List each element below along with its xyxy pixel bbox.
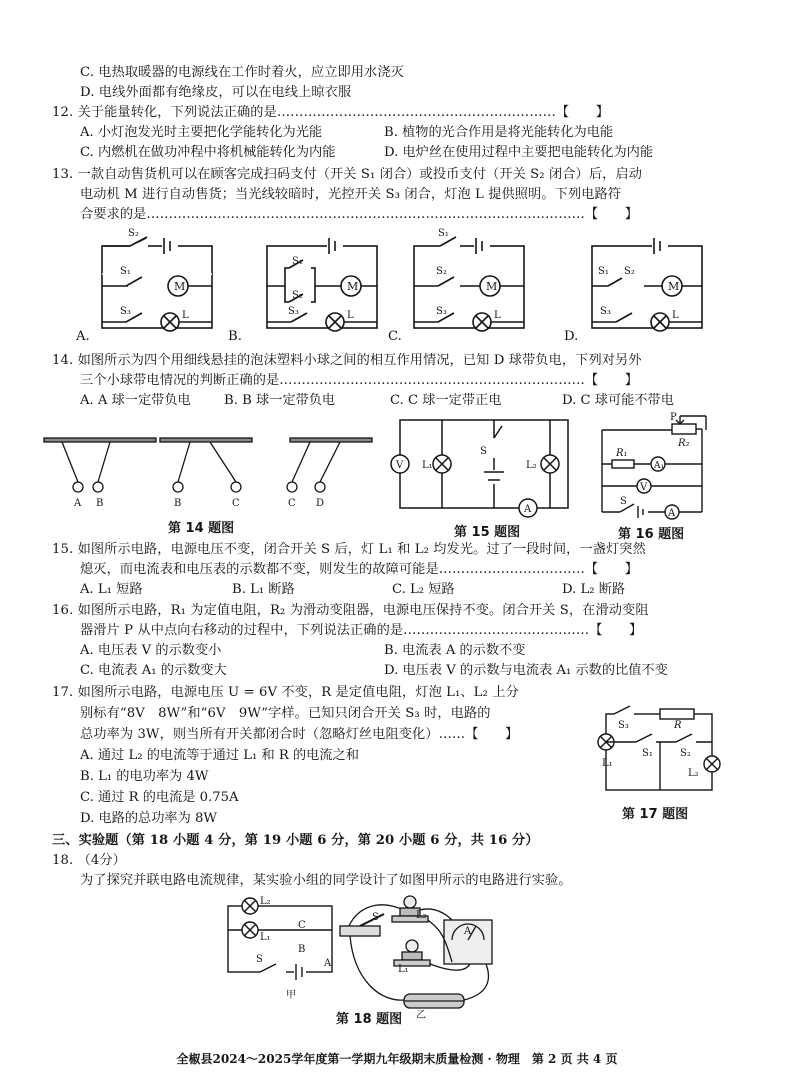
q17-stem-3: 总功率为 3W，则当所有开关都闭合时（忽略灯丝电阻变化）……【 】 xyxy=(80,727,519,742)
page-footer: 全椒县2024～2025学年度第一学期九年级期末质量检测 · 物理 第 2 页 共 4 页 xyxy=(176,1052,618,1066)
fig15-caption: 第 15 题图 xyxy=(454,525,521,540)
q15-option-c: C. L₂ 短路 xyxy=(392,582,455,597)
svg-text:S₂: S₂ xyxy=(680,748,691,759)
q16-circuit-figure xyxy=(594,408,714,520)
q14-option-a: A. A 球一定带负电 xyxy=(80,393,191,408)
q11-option-d: D. 电线外面都有绝缘皮，可以在电线上晾衣服 xyxy=(80,85,352,100)
svg-text:M: M xyxy=(486,280,498,293)
svg-text:L₁: L₁ xyxy=(422,460,433,471)
svg-text:S: S xyxy=(256,954,263,965)
q16-stem-1: 16. 如图所示电路，R₁ 为定值电阻，R₂ 为滑动变阻器，电源电压保持不变。闭合开关 S，在滑动变阻 xyxy=(52,603,649,618)
fig14-caption: 第 14 题图 xyxy=(168,521,235,536)
svg-text:L: L xyxy=(347,310,354,321)
svg-text:S₁: S₁ xyxy=(642,748,653,759)
ball-b-label: B xyxy=(96,498,104,509)
svg-text:M: M xyxy=(347,280,359,293)
q15-option-a: A. L₁ 短路 xyxy=(80,582,143,597)
svg-text:S: S xyxy=(480,446,487,457)
svg-text:A: A xyxy=(524,504,532,515)
q13-label-b: B. xyxy=(228,329,242,344)
q14-stem-1: 14. 如图所示为四个用细线悬挂的泡沫塑料小球之间的相互作用情况，已知 D 球带负电，下列对另外 xyxy=(52,353,642,368)
svg-text:S₂: S₂ xyxy=(436,266,447,277)
svg-text:L₁: L₁ xyxy=(602,758,613,769)
ball-d-label: D xyxy=(316,498,325,509)
q12-option-c: C. 内燃机在做功冲程中将机械能转化为内能 xyxy=(80,145,336,160)
circuit-c xyxy=(414,237,524,331)
svg-text:L₂: L₂ xyxy=(416,910,427,921)
svg-text:S₁: S₁ xyxy=(292,256,303,267)
svg-text:S: S xyxy=(372,912,379,923)
q18-circuit-jia xyxy=(228,898,332,980)
q16-option-d: D. 电压表 V 的示数与电流表 A₁ 示数的比值不变 xyxy=(384,663,668,678)
q13-label-a: A. xyxy=(76,329,90,344)
svg-text:V: V xyxy=(640,482,648,493)
svg-text:L: L xyxy=(182,310,189,321)
svg-text:M: M xyxy=(174,280,186,293)
q12-option-d: D. 电炉丝在使用过程中主要把电能转化为内能 xyxy=(384,145,654,160)
svg-text:A: A xyxy=(324,958,332,969)
svg-text:S₂: S₂ xyxy=(624,266,635,277)
svg-text:L₁: L₁ xyxy=(260,932,271,943)
q17-circuit-figure xyxy=(594,700,724,800)
svg-text:S: S xyxy=(620,496,627,507)
fig17-caption: 第 17 题图 xyxy=(622,807,689,822)
svg-text:S₃: S₃ xyxy=(618,720,629,731)
svg-text:S₃: S₃ xyxy=(600,306,611,317)
q18-stem: 为了探究并联电路电流规律，某实验小组的同学设计了如图甲所示的电路进行实验。 xyxy=(80,873,572,888)
svg-text:V: V xyxy=(396,460,404,471)
q15-stem-1: 15. 如图所示电路，电源电压不变，闭合开关 S 后，灯 L₁ 和 L₂ 均发光。过了一段时间，一盏灯突然 xyxy=(52,542,646,557)
label-jia: 甲 xyxy=(286,990,296,1001)
q16-option-b: B. 电流表 A 的示数不变 xyxy=(384,643,526,658)
circuit-d xyxy=(592,238,702,331)
svg-text:S₃: S₃ xyxy=(436,306,447,317)
ball-c2-label: C xyxy=(288,498,296,509)
q14-option-b: B. B 球一定带负电 xyxy=(224,393,336,408)
ball-c-label: C xyxy=(232,498,240,509)
q13-stem-3: 合要求的是………………………………………………………………………………………【 】 xyxy=(80,207,639,222)
svg-text:A₁: A₁ xyxy=(654,461,665,471)
q17-stem-1: 17. 如图所示电路，电源电压 U = 6V 不变，R 是定值电阻，灯泡 L₁、L₂ 上分 xyxy=(52,685,519,700)
q13-stem-1: 13. 一款自动售货机可以在顾客完成扫码支付（开关 S₁ 闭合）或投币支付（开关 S₂ 闭合）后，启动 xyxy=(52,167,642,182)
svg-text:S₂: S₂ xyxy=(292,290,303,301)
circuit-a xyxy=(102,237,212,331)
q17-option-d: D. 电路的总功率为 8W xyxy=(80,811,217,826)
svg-text:L: L xyxy=(672,310,679,321)
svg-text:S₂: S₂ xyxy=(128,228,139,239)
q16-option-c: C. 电流表 A₁ 的示数变大 xyxy=(80,663,227,678)
svg-text:L₂: L₂ xyxy=(260,896,271,907)
circuit-b xyxy=(267,238,377,331)
label-yi: 乙 xyxy=(416,1010,426,1021)
q12-stem: 12. 关于能量转化，下列说法正确的是………………………………………………………【 】 xyxy=(52,105,610,120)
q18-header: 18. （4分） xyxy=(52,853,126,868)
q14-option-d: D. C 球可能不带电 xyxy=(562,393,674,408)
svg-text:R₂: R₂ xyxy=(678,438,690,449)
svg-text:B: B xyxy=(298,944,306,955)
svg-text:L₁: L₁ xyxy=(398,964,409,975)
q15-circuit-figure xyxy=(384,414,584,520)
q15-option-d: D. L₂ 断路 xyxy=(562,582,626,597)
svg-text:L₂: L₂ xyxy=(526,460,537,471)
svg-text:C: C xyxy=(298,920,306,931)
q13-circuit-options xyxy=(70,226,790,350)
q16-option-a: A. 电压表 V 的示数变小 xyxy=(80,643,222,658)
svg-text:A: A xyxy=(668,508,676,519)
q17-stem-2: 别标有“8V 8W”和“6V 9W”字样。已知只闭合开关 S₃ 时，电路的 xyxy=(80,706,491,721)
q14-stem-2: 三个小球带电情况的判断正确的是……………………………………………………………【 】 xyxy=(80,373,639,388)
svg-text:S₁: S₁ xyxy=(438,228,449,239)
q17-option-a: A. 通过 L₂ 的电流等于通过 L₁ 和 R 的电流之和 xyxy=(80,748,359,763)
svg-text:S₃: S₃ xyxy=(288,306,299,317)
q17-option-c: C. 通过 R 的电流是 0.75A xyxy=(80,790,239,805)
q18-figure xyxy=(220,890,560,1024)
svg-text:P: P xyxy=(670,412,677,423)
svg-text:S₁: S₁ xyxy=(598,266,609,277)
svg-text:A: A xyxy=(464,926,472,937)
q13-label-c: C. xyxy=(388,329,402,344)
svg-text:L₂: L₂ xyxy=(688,768,699,779)
svg-text:R₁: R₁ xyxy=(616,448,628,459)
q15-stem-2: 熄灭，而电流表和电压表的示数都不变，则发生的故障可能是……………………………【 】 xyxy=(80,562,639,577)
svg-text:R: R xyxy=(674,720,682,731)
q12-option-b: B. 植物的光合作用是将光能转化为电能 xyxy=(384,125,614,140)
q14-option-c: C. C 球一定带正电 xyxy=(390,393,502,408)
svg-text:L: L xyxy=(494,310,501,321)
fig16-caption: 第 16 题图 xyxy=(618,527,685,542)
q14-balls-figure xyxy=(40,432,370,512)
q15-option-b: B. L₁ 断路 xyxy=(232,582,295,597)
q16-stem-2: 器滑片 P 从中点向右移动的过程中，下列说法正确的是……………………………………【 】 xyxy=(80,623,643,638)
svg-text:S₃: S₃ xyxy=(120,306,131,317)
svg-text:M: M xyxy=(668,280,680,293)
fig18-caption: 第 18 题图 xyxy=(336,1012,403,1027)
ball-a-label: A xyxy=(74,498,82,509)
q11-option-c: C. 电热取暖器的电源线在工作时着火，应立即用水浇灭 xyxy=(80,65,404,80)
svg-text:S₁: S₁ xyxy=(120,266,131,277)
ball-b2-label: B xyxy=(174,498,182,509)
q13-label-d: D. xyxy=(564,329,579,344)
q17-option-b: B. L₁ 的电功率为 4W xyxy=(80,769,209,784)
section-3-title: 三、实验题（第 18 小题 4 分，第 19 小题 6 分，第 20 小题 6 分，共 16 分） xyxy=(52,833,539,848)
q12-option-a: A. 小灯泡发光时主要把化学能转化为光能 xyxy=(80,125,323,140)
q13-stem-2: 电动机 M 进行自动售货；当光线较暗时，光控开关 S₃ 闭合，灯泡 L 提供照明。下列电路符 xyxy=(80,187,622,202)
